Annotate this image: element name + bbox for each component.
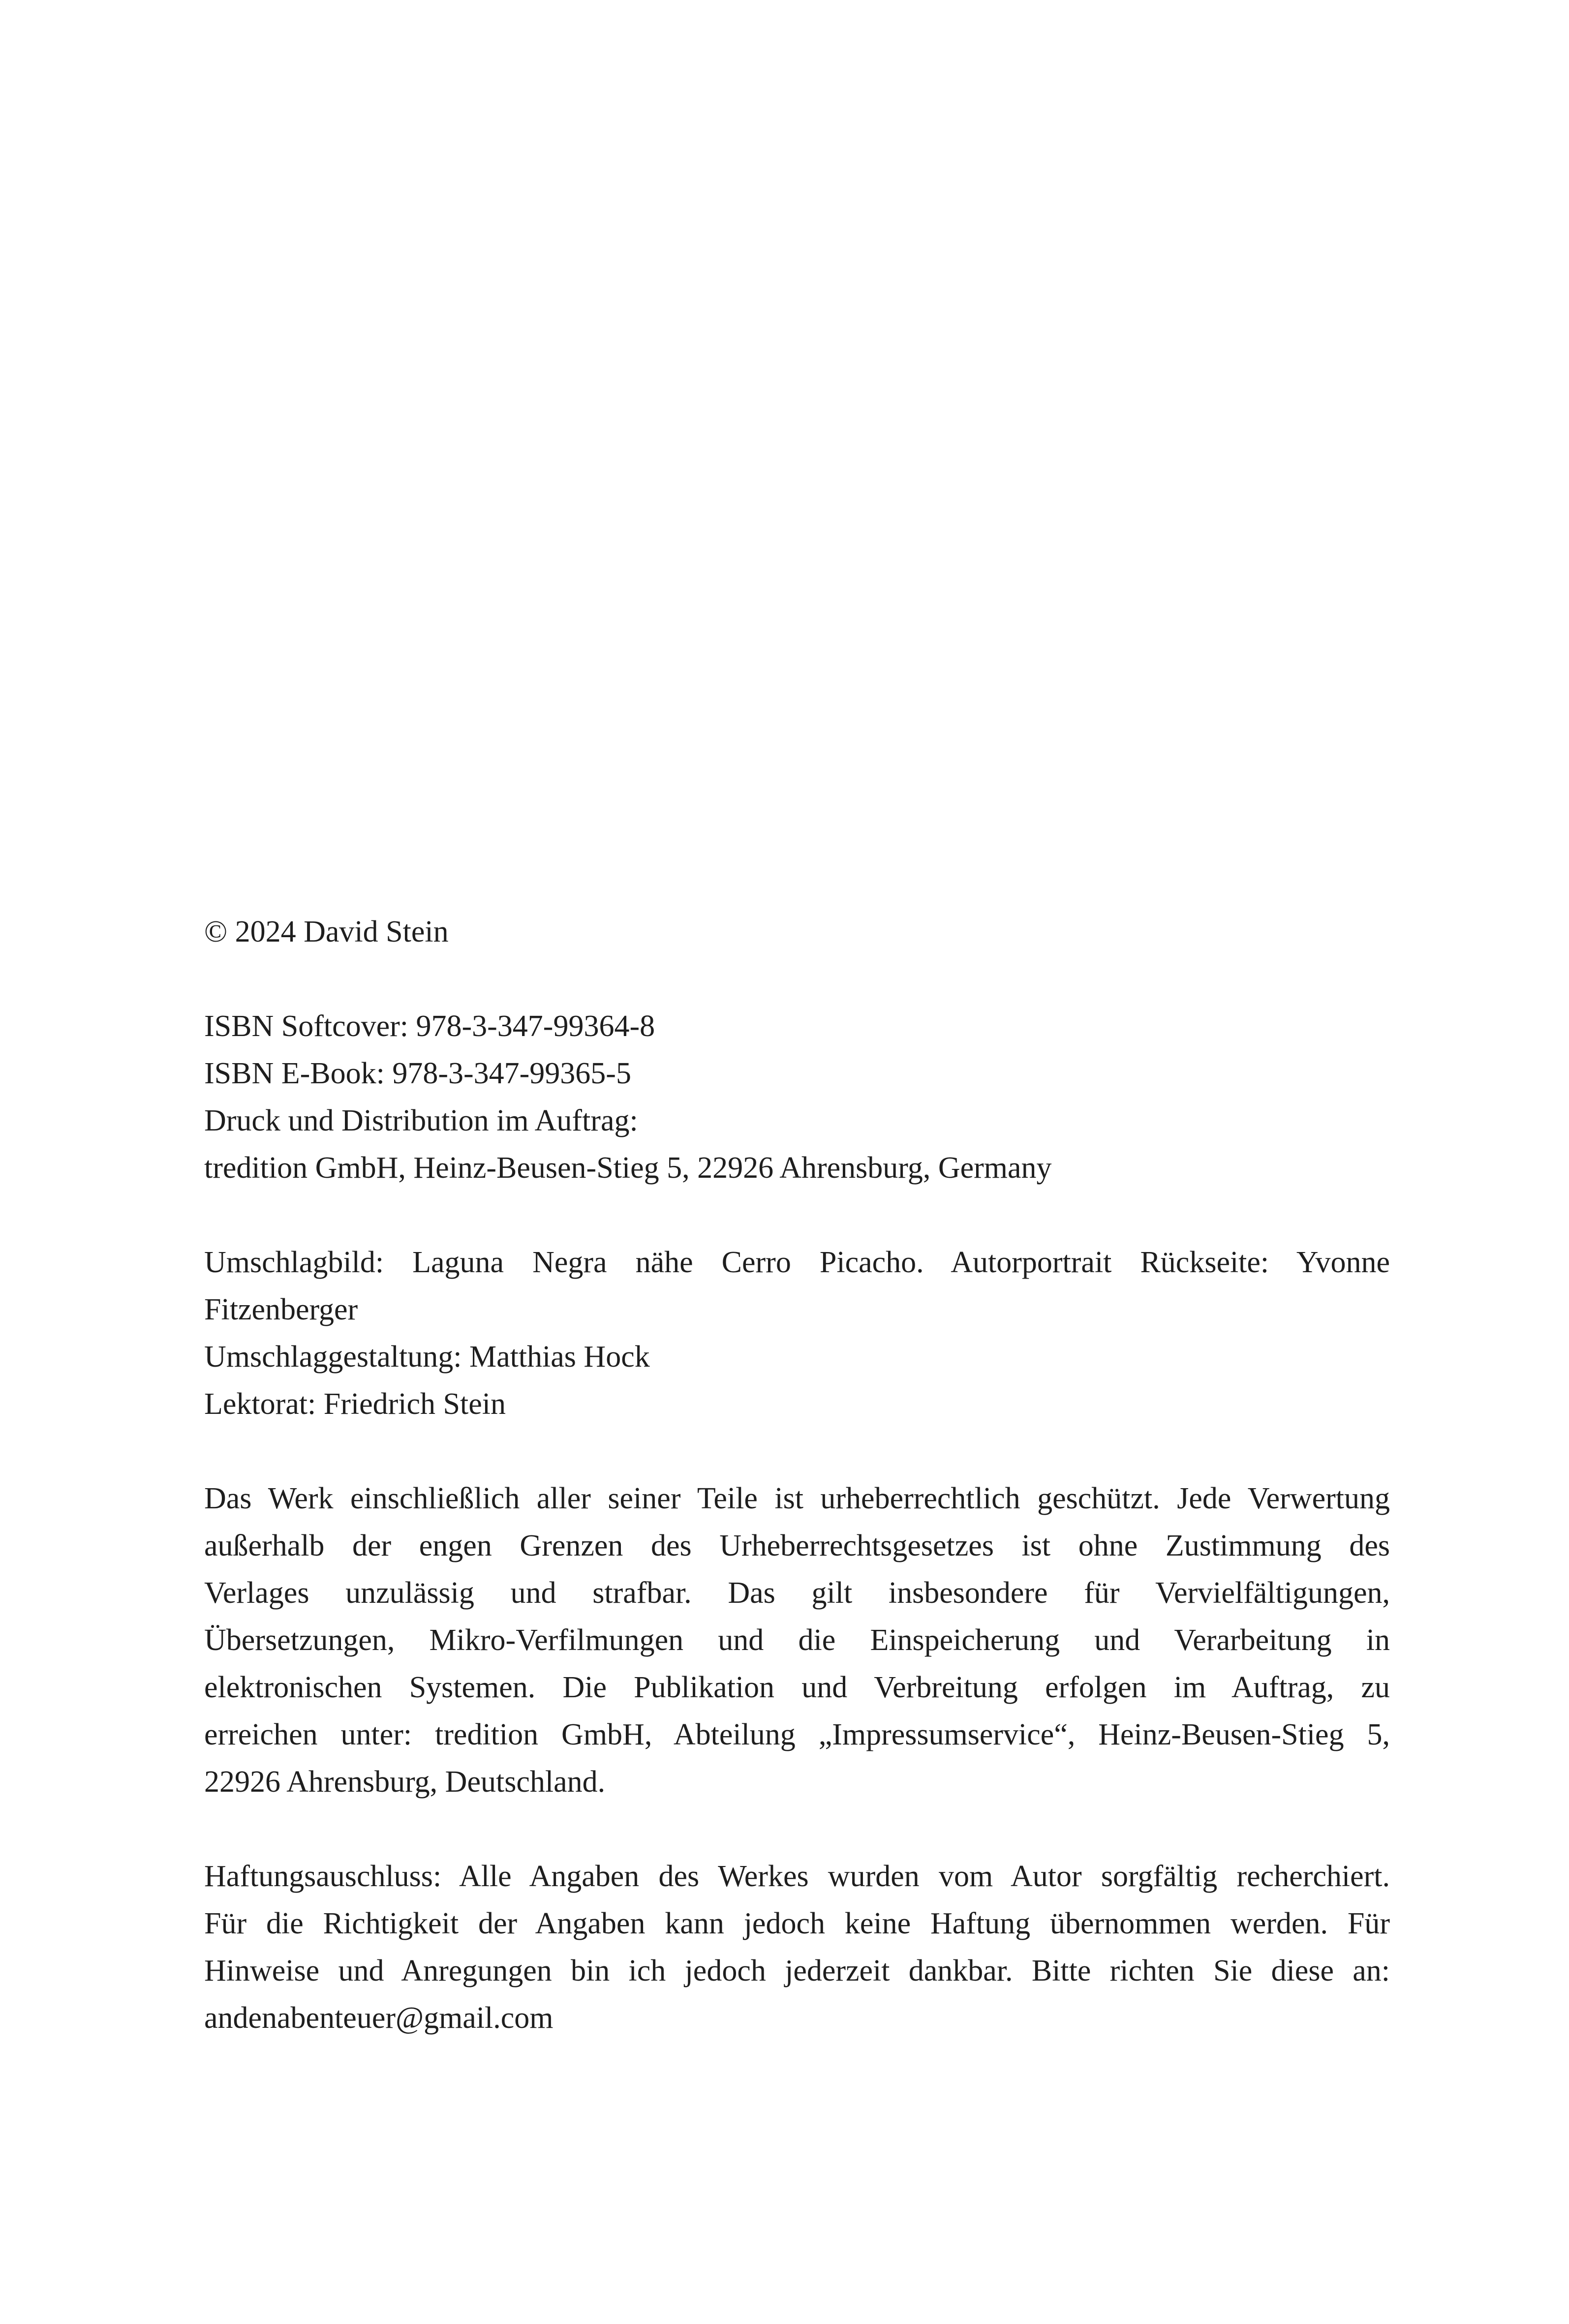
rights-line: außerhalb der engen Grenzen des Urheberrechtsgesetzes ist ohne Zustimmung des [204, 1529, 1390, 1562]
rights-line: 22926 Ahrensburg, Deutschland. [204, 1765, 606, 1799]
rights-paragraph [204, 1475, 1390, 1805]
publisher-address: tredition GmbH, Heinz-Beusen-Stieg 5, 22926 Ahrensburg, Germany [204, 1151, 1052, 1185]
cover-design-credit: Umschlaggestaltung: Matthias Hock [204, 1340, 650, 1374]
disclaimer-paragraph [204, 1853, 1390, 2042]
isbn-softcover: ISBN Softcover: 978-3-347-99364-8 [204, 1009, 655, 1043]
disclaimer-line: Für die Richtigkeit der Angaben kann jedoch keine Haftung übernommen werden. Für [204, 1907, 1390, 1940]
rights-line: Das Werk einschließlich aller seiner Teile ist urheberrechtlich geschützt. Jede Verwertung [204, 1482, 1390, 1515]
rights-line: erreichen unter: tredition GmbH, Abteilung „Impressumservice“, Heinz-Beusen-Stieg 5, [204, 1718, 1390, 1751]
credits-block [204, 1239, 1390, 1428]
print-distribution-label: Druck und Distribution im Auftrag: [204, 1104, 638, 1137]
editing-credit: Lektorat: Friedrich Stein [204, 1387, 506, 1421]
cover-image-credit-cont: Fitzenberger [204, 1293, 358, 1326]
imprint-text [204, 908, 1390, 2089]
isbn-ebook: ISBN E-Book: 978-3-347-99365-5 [204, 1057, 631, 1090]
disclaimer-line: Haftungsauschluss: Alle Angaben des Werkes wurden vom Autor sorgfältig recherchiert. [204, 1860, 1390, 1893]
rights-line: elektronischen Systemen. Die Publikation und Verbreitung erfolgen im Auftrag, zu [204, 1671, 1390, 1704]
copyright-block [204, 908, 1390, 955]
isbn-block [204, 1003, 1390, 1192]
contact-email: andenabenteuer@gmail.com [204, 2001, 554, 2035]
copyright-line: © 2024 David Stein [204, 915, 449, 948]
rights-line: Übersetzungen, Mikro-Verfilmungen und die Einspeicherung und Verarbeitung in [204, 1623, 1390, 1657]
cover-image-credit: Umschlagbild: Laguna Negra nähe Cerro Picacho. Autorportrait Rückseite: Yvonne [204, 1246, 1390, 1279]
rights-line: Verlages unzulässig und strafbar. Das gilt insbesondere für Vervielfältigungen, [204, 1576, 1390, 1610]
disclaimer-line: Hinweise und Anregungen bin ich jedoch jederzeit dankbar. Bitte richten Sie diese an: [204, 1954, 1390, 1988]
